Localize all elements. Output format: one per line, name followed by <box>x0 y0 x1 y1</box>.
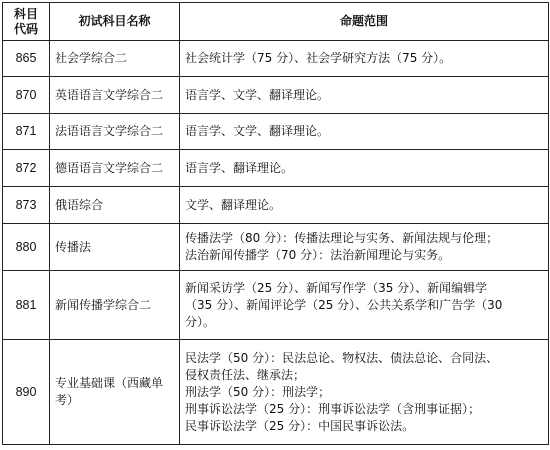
header-code-line1: 科目 <box>13 6 38 21</box>
table-row <box>3 114 549 150</box>
scope-line: 刑事诉讼法学（25 分）：刑事诉讼法学（含刑事证据）； <box>185 401 481 416</box>
subject-scope <box>180 114 549 150</box>
scope-line: 语言学、翻译理论。 <box>185 160 294 175</box>
subject-scope <box>180 41 549 77</box>
table-row <box>3 224 549 271</box>
subject-code: 890 <box>3 340 50 445</box>
scope-line: 语言学、文学、翻译理论。 <box>185 124 330 138</box>
scope-line: 文学、翻译理论。 <box>185 197 282 212</box>
subject-name: 传播法 <box>50 224 180 271</box>
subject-code: 881 <box>3 271 50 340</box>
table-row <box>3 271 549 340</box>
table-row <box>3 340 549 445</box>
subject-name-text: 专业基础课（西藏单考） <box>55 376 164 407</box>
subject-scope <box>180 340 549 445</box>
scope-line: 侵权责任法、继承法； <box>185 367 306 382</box>
scope-line: 语言学、文学、翻译理论。 <box>185 87 330 102</box>
header-name: 初试科目名称 <box>50 3 180 41</box>
header-code-line2: 代码 <box>13 21 38 36</box>
table-header-row <box>3 3 549 41</box>
table-row <box>3 187 549 224</box>
subject-code: 880 <box>3 224 50 271</box>
scope-line: 分）。 <box>185 314 216 329</box>
subject-scope <box>180 271 549 340</box>
subject-name: 俄语综合 <box>50 187 180 224</box>
header-code <box>3 3 50 41</box>
subject-name: 德语语言文学综合二 <box>50 150 180 187</box>
subject-code: 865 <box>3 41 50 77</box>
scope-line: 刑法学（50 分）：刑法学； <box>185 384 331 399</box>
subject-scope <box>180 187 549 224</box>
subject-name: 英语语言文学综合二 <box>50 77 180 114</box>
subject-code: 873 <box>3 187 50 224</box>
subject-name: 法语语言文学综合二 <box>50 114 180 150</box>
scope-line: 法治新闻传播学（70 分）：法治新闻理论与实务。 <box>185 248 451 262</box>
scope-line: 传播法学（80 分）：传播法理论与实务、新闻法规与伦理； <box>185 231 499 245</box>
subject-name: 新闻传播学综合二 <box>50 271 180 340</box>
subject-name <box>50 340 180 445</box>
subject-code: 872 <box>3 150 50 187</box>
subject-scope <box>180 224 549 271</box>
exam-subjects-table <box>2 2 549 445</box>
scope-line: 社会统计学（75 分）、社会学研究方法（75 分）。 <box>185 51 452 65</box>
subject-name: 社会学综合二 <box>50 41 180 77</box>
subject-code: 870 <box>3 77 50 114</box>
scope-line: 民法学（50 分）：民法总论、物权法、债法总论、合同法、 <box>185 350 499 365</box>
table-row <box>3 150 549 187</box>
scope-line: （35 分）、新闻评论学（25 分）、公共关系学和广告学（30 <box>185 297 503 312</box>
subject-code: 871 <box>3 114 50 150</box>
scope-line: 新闻采访学（25 分）、新闻写作学（35 分）、新闻编辑学 <box>185 280 488 295</box>
subject-scope <box>180 77 549 114</box>
scope-line: 民事诉讼法学（25 分）：中国民事诉讼法。 <box>185 418 415 433</box>
subject-scope <box>180 150 549 187</box>
table-row <box>3 41 549 77</box>
table-row <box>3 77 549 114</box>
header-scope: 命题范围 <box>180 3 549 41</box>
